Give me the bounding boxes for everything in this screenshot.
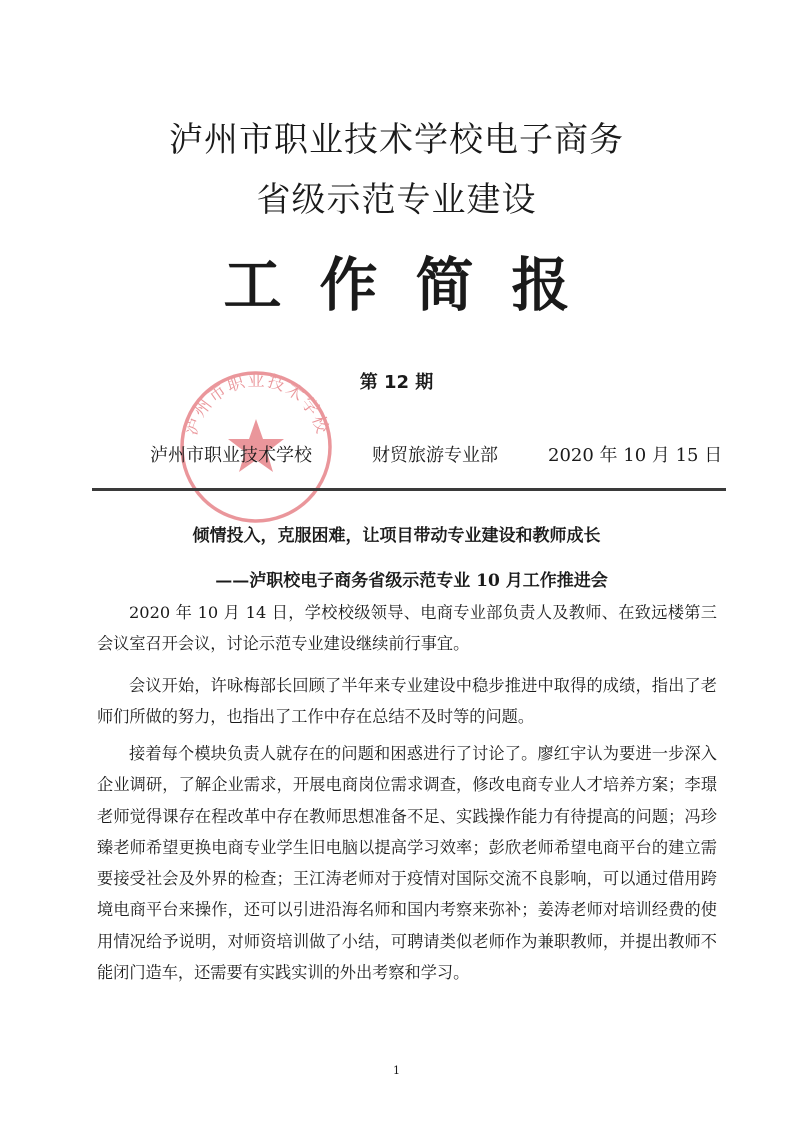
article-paragraph-2: 会议开始，许咏梅部长回顾了半年来专业建设中稳步推进中取得的成绩，指出了老师们所做的努力，也指出了工作中存在总结不及时等的问题。 xyxy=(97,676,717,727)
article-paragraph-1: 2020 年 10 月 14 日，学校校级领导、电商专业部负责人及教师、在致远楼第三会议室召开会议，讨论示范专业建设继续前行事宜。 xyxy=(97,603,717,654)
meta-school: 泸州市职业技术学校 xyxy=(150,445,312,466)
title-line-2: 省级示范专业建设 xyxy=(256,180,537,220)
article-headline: 倾情投入，克服困难，让项目带动专业建设和教师成长 xyxy=(192,526,601,546)
title-line-1: 泸州市职业技术学校电子商务 xyxy=(169,120,624,160)
article-subheadline: ——泸职校电子商务省级示范专业 10 月工作推进会 xyxy=(215,571,608,591)
title-line-3: 工作简报 xyxy=(223,251,608,319)
issue-number: 第 12 期 xyxy=(359,372,434,393)
article-paragraph-3: 接着每个模块负责人就存在的问题和困惑进行了讨论了。廖红宇认为要进一步深入企业调研，了解企业需求，开展电商岗位需求调查，修改电商专业人才培养方案；李璟老师觉得课存在程改革中存在教师思想准备不足、实践操作能力有待提高的问题；冯珍臻老师希望更换电商专业学生旧电脑以提高学习效率；彭欣老师希望电商平台的建立需要接受社会及外界的检查；王江涛老师对于疫情对国际交流不良影响，可以通过借用跨境电商平台来操作，还可以引进沿海名师和国内考察来弥补；姜涛老师对培训经费的使用情况给予说明，对师资培训做了小结，可聘请类似老师作为兼职教师，并提出教师不能闭门造车，还需要有实践实训的外出考察和学习。 xyxy=(97,744,717,983)
page-number: 1 xyxy=(393,1064,400,1077)
svg-text:泸州市职业技术学校: 泸州市职业技术学校 xyxy=(181,370,333,438)
meta-department: 财贸旅游专业部 xyxy=(372,445,498,466)
header-divider xyxy=(92,488,726,491)
meta-date: 2020 年 10 月 15 日 xyxy=(548,445,723,466)
